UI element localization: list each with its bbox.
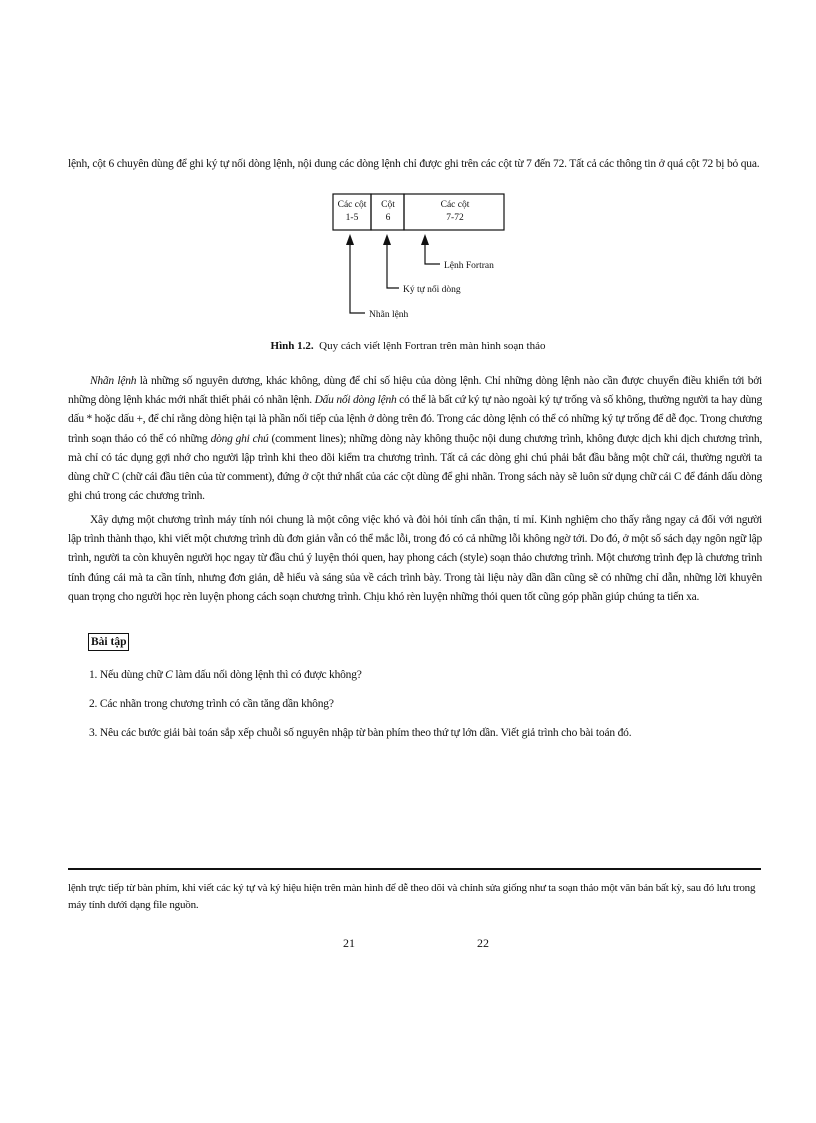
footer-text: lệnh trực tiếp từ bàn phím, khi viết các ký tự và ký hiệu hiện trên màn hình để dễ theo dõi và chỉnh sửa giống như ta soạn thảo một văn bản bất kỳ, sau đó lưu trong máy tính dưới dạng file nguồn. — [68, 882, 756, 911]
footer-divider — [68, 868, 761, 870]
exercise-1-letter: C — [165, 669, 173, 681]
para1-text-3: (comment lines); những dòng này không thuộc nội dung chương trình, không được dịch khi dịch chương trình, mà chỉ có tác dụng gợi nhớ cho người lập trình khi theo dõi kiểm tra chương trình. Tất cả các dòng ghi chú phải bắt đầu bằng một chữ cái, thường người ta dùng chữ C (chữ cái đầu tiên của từ comment), đứng ở cột thứ nhất của các cột dùng để ghi nhãn. Trong sách này sẽ luôn sử dụng chữ cái C để đánh dấu dòng ghi chú trong các chương trình. — [68, 432, 762, 503]
arrowhead-ky-tu-noi-dong — [383, 234, 391, 245]
caption-text: Quy cách viết lệnh Fortran trên màn hình soạn thảo — [319, 340, 546, 352]
label-lenh-fortran: Lệnh Fortran — [444, 261, 494, 271]
arrow-nhan-lenh — [350, 243, 365, 313]
arrow-lenh-fortran — [425, 243, 440, 264]
box-column-6 — [371, 194, 404, 230]
box-columns-7-72 — [404, 194, 504, 230]
column-boxes — [333, 194, 504, 230]
term-dau-noi-dong: Dấu nối dòng lệnh — [314, 394, 397, 407]
para1-text-2: có thể là bất cứ ký tự nào ngoài ký tự trống và số không, thường người ta hay dùng dấu * hoặc dấu +, để chỉ rằng dòng hiện tại là phần nối tiếp của lệnh ở dòng trên đó. Trong các dòng lệnh có thể có những ký tự trống để dễ đọc. Trong chương trình soạn thảo có thể có những — [68, 394, 762, 445]
exercise-1-part-a: 1. Nếu dùng chữ — [89, 669, 166, 681]
caption-number: Hình 1.2. — [270, 340, 314, 352]
figure-fortran-layout — [0, 0, 816, 340]
arrowhead-lenh-fortran — [421, 234, 429, 245]
para1-text-1: là những số nguyên dương, khác không, dùng để chỉ số hiệu của dòng lệnh. Chỉ những dòng lệnh nào cần được chuyển điều khiển tới bởi những dòng lệnh khác mới nhất thiết phải có nhãn lệnh. — [68, 375, 762, 407]
intro-line: lệnh, cột 6 chuyên dùng để ghi ký tự nối dòng lệnh, nội dung các dòng lệnh chỉ được ghi trên các cột từ 7 đến 72. Tất cả các thông tin ở quá cột 72 bị bỏ qua. — [68, 158, 760, 170]
page-number-left: 21 — [343, 936, 355, 950]
page-number-right: 22 — [477, 936, 489, 950]
box-columns-1-5 — [333, 194, 371, 230]
label-ky-tu-noi-dong: Ký tự nối dòng — [403, 285, 461, 295]
box3-line1: Các cột — [440, 200, 470, 210]
figure-caption — [0, 340, 816, 352]
term-dong-ghi-chu: dòng ghi chú — [210, 432, 269, 445]
exercise-1 — [89, 669, 362, 681]
box2-line1: Cột — [381, 200, 395, 210]
label-nhan-lenh: Nhãn lệnh — [369, 310, 409, 320]
exercise-2: 2. Các nhãn trong chương trình có cần tăng dần không? — [89, 698, 334, 710]
exercises-heading: Bài tập — [88, 633, 129, 651]
box1-line1: Các cột — [337, 200, 367, 210]
exercise-1-part-c: làm dấu nối dòng lệnh thì có được không? — [172, 669, 362, 681]
exercise-3: 3. Nêu các bước giải bài toán sắp xếp chuỗi số nguyên nhập từ bàn phím theo thứ tự lớn dần. Viết giả trình cho bài toán đó. — [89, 727, 632, 739]
paragraph-xay-dung: Xây dựng một chương trình máy tính nói chung là một công việc khó và đòi hỏi tính cẩn thận, tỉ mỉ. Kinh nghiệm cho thấy rằng ngay cả đối với người lập trình thành thạo, khi viết một chương trình dù đơn giản vẫn có thể mắc lỗi, trong đó có cả những lỗi không ngờ tới. Do đó, ở một số sách dạy ngôn ngữ lập trình, người ta còn khuyên người học ngay từ đầu chú ý luyện thói quen, hay phong cách (style) soạn thảo chương trình. Một chương trình đẹp là chương trình tính đúng cái mà ta cần tính, nhưng đơn giản, dễ hiểu và sáng sủa về cách trình bày. Trong tài liệu này dần dần cũng sẽ có những chỉ dẫn, những lời khuyên quan trọng cho người học rèn luyện phong cách soạn chương trình. Chịu khó rèn luyện những thói quen tốt cũng góp phần giúp chúng ta tiến xa. — [68, 514, 762, 603]
box1-line2: 1-5 — [345, 213, 359, 223]
box2-line2: 6 — [385, 213, 391, 223]
box3-line2: 7-72 — [446, 213, 464, 223]
paragraph-nhan-lenh — [68, 372, 762, 506]
term-nhan-lenh: Nhãn lệnh — [90, 375, 137, 387]
arrowhead-nhan-lenh — [346, 234, 354, 245]
arrow-ky-tu-noi-dong — [387, 243, 399, 288]
